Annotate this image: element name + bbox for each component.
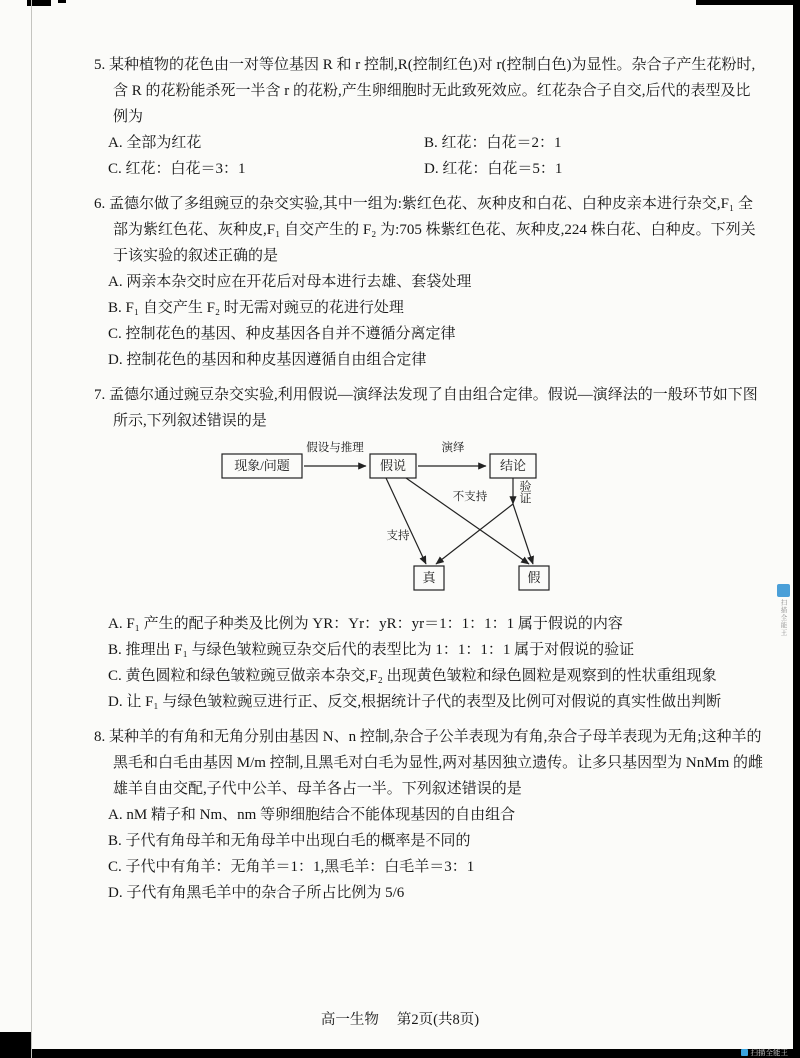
- question-8-stem: [94, 724, 764, 802]
- question-text: 某种植物的花色由一对等位基因 R 和 r 控制,R(控制红色)对 r(控制白色)为显性。杂合子产生花粉时,含 R 的花粉能杀死一半含 r 的花粉,产生卵细胞时无此致死效应。红花杂合子自交,后代的表型及比例为: [109, 57, 756, 125]
- option-b: B. 红花：白花＝2：1: [424, 135, 562, 151]
- question-text: 某种羊的有角和无角分别由基因 N、n 控制,杂合子公羊表现为有角,杂合子母羊表现为无角;这种羊的黑毛和白毛由基因 M/m 控制,且黑毛对白毛为显性,两对基因独立遗传。让多只基因型为 NnMm 的雌雄羊自由交配,子代中公羊、母羊各占一半。下列叙述错误的是: [109, 729, 764, 797]
- question-7: [94, 382, 764, 715]
- option-c: C. 红花：白花＝3：1: [108, 161, 246, 177]
- option-c: C. 控制花色的基因、种皮基因各自并不遵循分离定律: [108, 326, 456, 342]
- option-c: C. 黄色圆粒和绿色皱粒豌豆做亲本杂交,F₂ 出现黄色皱粒和绿色圆粒是观察到的性状重组现象: [108, 668, 717, 684]
- option-d: D. 让 F₁ 与绿色皱粒豌豆进行正、反交,根据统计子代的表型及比例可对假说的真实性做出判断: [108, 694, 722, 710]
- diagram-label-support: 支持: [386, 530, 410, 542]
- diagram-label-hypothesize: 假设与推理: [306, 442, 364, 454]
- option-b: B. F₁ 自交产生 F₂ 时无需对豌豆的花进行处理: [108, 300, 404, 316]
- option-d: D. 控制花色的基因和种皮基因遵循自由组合定律: [108, 352, 427, 368]
- diagram-box-phenomenon-label: 现象/问题: [234, 458, 290, 473]
- scanner-logo-text: 扫描全能王: [750, 1048, 788, 1057]
- question-8-options: [94, 802, 764, 906]
- scanner-watermark-bottom: [741, 1048, 789, 1057]
- question-5-options: [94, 130, 764, 182]
- scan-corner-top-left-2: [58, 0, 66, 3]
- question-text: 孟德尔通过豌豆杂交实验,利用假说—演绎法发现了自由组合定律。假说—演绎法的一般环节如下图所示,下列叙述错误的是: [109, 387, 758, 429]
- question-7-options: [94, 611, 764, 715]
- option-b: B. 推理出 F₁ 与绿色皱粒豌豆杂交后代的表型比为 1：1：1：1 属于对假说的验证: [108, 642, 635, 658]
- question-number: 5.: [94, 57, 106, 73]
- question-5-stem: [94, 52, 764, 130]
- scanner-watermark-side: [775, 584, 791, 637]
- scan-edge-right: [793, 0, 800, 1058]
- question-6: [94, 191, 764, 373]
- scan-corner-top-right: [696, 0, 800, 5]
- question-number: 6.: [94, 196, 106, 212]
- option-b: B. 子代有角母羊和无角母羊中出现白毛的概率是不同的: [108, 833, 471, 849]
- footer-page-number: 第2页(共8页): [396, 1012, 480, 1028]
- scanner-watermark-text: 扫描全能王: [779, 599, 787, 637]
- question-6-options: [94, 269, 764, 373]
- hypothesis-deduction-diagram: [220, 440, 764, 607]
- exam-page-content: [94, 52, 764, 915]
- diagram-label-verify: 验证: [518, 480, 532, 504]
- diagram-arrow-verify-true: [436, 504, 513, 564]
- question-number: 7.: [94, 387, 106, 403]
- diagram-svg: [220, 440, 620, 598]
- option-a: A. F₁ 产生的配子种类及比例为 YR：Yr：yR：yr＝1：1：1：1 属于假说的内容: [108, 616, 623, 632]
- diagram-box-false-label: 假: [527, 570, 541, 585]
- scan-edge-bottom: [0, 1049, 800, 1058]
- scanner-icon: [777, 584, 790, 597]
- diagram-box-true-label: 真: [422, 570, 436, 585]
- question-5: [94, 52, 764, 182]
- option-c: C. 子代中有角羊：无角羊＝1：1,黑毛羊：白毛羊＝3：1: [108, 859, 475, 875]
- option-d: D. 子代有角黑毛羊中的杂合子所占比例为 5/6: [108, 885, 405, 901]
- option-a: A. nM 精子和 Nm、nm 等卵细胞结合不能体现基因的自由组合: [108, 807, 516, 823]
- question-8: [94, 724, 764, 906]
- diagram-box-hypothesis-label: 假说: [379, 458, 407, 473]
- footer-course: 高一生物: [320, 1012, 379, 1028]
- option-a: A. 两亲本杂交时应在开花后对母本进行去雄、套袋处理: [108, 274, 472, 290]
- question-number: 8.: [94, 729, 106, 745]
- option-a: A. 全部为红花: [108, 135, 202, 151]
- diagram-label-deduce: 演绎: [441, 442, 465, 454]
- scan-corner-bottom-left: [0, 1032, 32, 1058]
- diagram-label-not-support: 不支持: [452, 491, 488, 503]
- scan-fold-line: [31, 0, 32, 1058]
- question-7-stem: [94, 382, 764, 434]
- page-footer: [0, 1008, 800, 1029]
- question-6-stem: [94, 191, 764, 269]
- diagram-arrow-hypothesis-true: [386, 478, 426, 564]
- question-text: 孟德尔做了多组豌豆的杂交实验,其中一组为:紫红色花、灰种皮和白花、白种皮亲本进行杂交,F₁ 全部为紫红色花、灰种皮,F₁ 自交产生的 F₂ 为:705 株紫红色花、灰种皮,224 株白花、白种皮。下列关于该实验的叙述正确的是: [109, 196, 756, 264]
- option-d: D. 红花：白花＝5：1: [424, 161, 563, 177]
- scanner-logo-icon: [741, 1049, 748, 1056]
- diagram-box-conclusion-label: 结论: [499, 458, 527, 473]
